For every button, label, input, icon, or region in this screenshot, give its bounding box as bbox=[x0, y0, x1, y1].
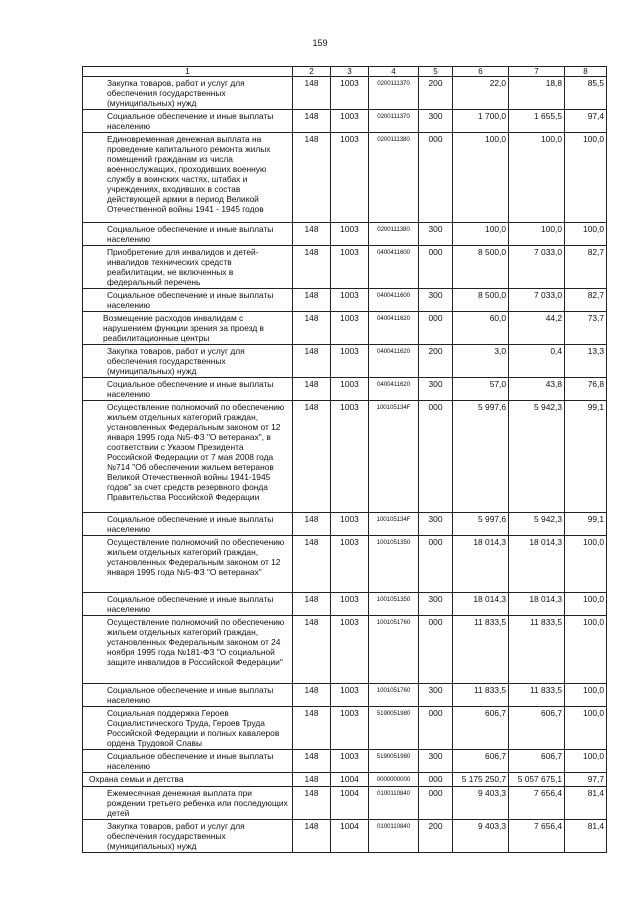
header-row bbox=[83, 67, 607, 77]
admin-code-cell: 148 bbox=[293, 133, 331, 223]
admin-code-cell: 148 bbox=[293, 593, 331, 616]
percent-cell: 13,3 bbox=[565, 345, 607, 378]
expense-type-cell: 000 bbox=[419, 133, 453, 223]
row-name-text: Социальное обеспечение и иные выплаты населению bbox=[107, 514, 274, 534]
expense-type-cell: 300 bbox=[419, 593, 453, 616]
plan-amount-cell: 18 014,3 bbox=[453, 536, 509, 593]
row-name-text: Социальное обеспечение и иные выплаты населению bbox=[107, 594, 274, 614]
section-code-cell: 1003 bbox=[331, 513, 369, 536]
percent-cell: 99,1 bbox=[565, 401, 607, 513]
table-row bbox=[83, 77, 607, 110]
section-code-cell: 1003 bbox=[331, 312, 369, 345]
admin-code-cell: 148 bbox=[293, 616, 331, 684]
plan-amount-cell: 100,0 bbox=[453, 223, 509, 246]
plan-amount-cell: 1 700,0 bbox=[453, 110, 509, 133]
section-code-cell: 1003 bbox=[331, 133, 369, 223]
admin-code-cell: 148 bbox=[293, 246, 331, 289]
expense-type-cell: 000 bbox=[419, 773, 453, 787]
row-name-cell bbox=[83, 246, 293, 289]
row-name-text: Охрана семьи и детства bbox=[89, 774, 184, 784]
admin-code-cell: 148 bbox=[293, 787, 331, 820]
section-code-cell: 1003 bbox=[331, 223, 369, 246]
percent-cell: 100,0 bbox=[565, 750, 607, 773]
section-code-cell: 1003 bbox=[331, 110, 369, 133]
row-name-cell bbox=[83, 345, 293, 378]
expense-type-cell: 300 bbox=[419, 513, 453, 536]
admin-code-cell: 148 bbox=[293, 289, 331, 312]
row-name-text: Возмещение расходов инвалидам с нарушением функции зрения за проезд в реабилитационные центры bbox=[103, 313, 264, 343]
actual-amount-cell: 7 656,4 bbox=[509, 820, 565, 853]
actual-amount-cell: 7 033,0 bbox=[509, 289, 565, 312]
expense-type-cell: 000 bbox=[419, 401, 453, 513]
plan-amount-cell: 9 403,3 bbox=[453, 787, 509, 820]
admin-code-cell: 148 bbox=[293, 707, 331, 750]
row-name-cell bbox=[83, 312, 293, 345]
section-code-cell: 1004 bbox=[331, 787, 369, 820]
expense-type-cell: 000 bbox=[419, 246, 453, 289]
actual-amount-cell: 606,7 bbox=[509, 707, 565, 750]
row-name-text: Социальная поддержка Героев Социалистического Труда, Героев Труда Российской Федерации и полных кавалеров ордена Трудовой Славы bbox=[107, 708, 280, 748]
percent-cell: 100,0 bbox=[565, 536, 607, 593]
section-code-cell: 1003 bbox=[331, 289, 369, 312]
row-name-cell bbox=[83, 750, 293, 773]
header-cell: 3 bbox=[331, 67, 369, 77]
section-code-cell: 1003 bbox=[331, 707, 369, 750]
table-body bbox=[83, 77, 607, 853]
expense-type-cell: 300 bbox=[419, 110, 453, 133]
section-code-cell: 1003 bbox=[331, 536, 369, 593]
row-name-cell bbox=[83, 77, 293, 110]
target-article-cell: 0400411620 bbox=[369, 345, 419, 378]
admin-code-cell: 148 bbox=[293, 750, 331, 773]
row-name-cell bbox=[83, 401, 293, 513]
admin-code-cell: 148 bbox=[293, 820, 331, 853]
table-row bbox=[83, 401, 607, 513]
admin-code-cell: 148 bbox=[293, 513, 331, 536]
expense-type-cell: 300 bbox=[419, 750, 453, 773]
admin-code-cell: 148 bbox=[293, 77, 331, 110]
percent-cell: 81,4 bbox=[565, 787, 607, 820]
header-cell: 2 bbox=[293, 67, 331, 77]
table-row bbox=[83, 707, 607, 750]
percent-cell: 81,4 bbox=[565, 820, 607, 853]
actual-amount-cell: 7 656,4 bbox=[509, 787, 565, 820]
expense-type-cell: 300 bbox=[419, 289, 453, 312]
admin-code-cell: 148 bbox=[293, 536, 331, 593]
percent-cell: 82,7 bbox=[565, 289, 607, 312]
row-name-text: Социальное обеспечение и иные выплаты населению bbox=[107, 751, 274, 771]
admin-code-cell: 148 bbox=[293, 110, 331, 133]
actual-amount-cell: 5 942,3 bbox=[509, 513, 565, 536]
table-row bbox=[83, 513, 607, 536]
row-name-cell bbox=[83, 616, 293, 684]
row-name-cell bbox=[83, 593, 293, 616]
table-row bbox=[83, 593, 607, 616]
percent-cell: 100,0 bbox=[565, 133, 607, 223]
section-code-cell: 1003 bbox=[331, 684, 369, 707]
section-code-cell: 1003 bbox=[331, 401, 369, 513]
percent-cell: 76,8 bbox=[565, 378, 607, 401]
plan-amount-cell: 60,0 bbox=[453, 312, 509, 345]
row-name-text: Социальное обеспечение и иные выплаты населению bbox=[107, 111, 274, 131]
target-article-cell: 1001051350 bbox=[369, 593, 419, 616]
table-row bbox=[83, 750, 607, 773]
actual-amount-cell: 5 057 675,1 bbox=[509, 773, 565, 787]
header-cell: 8 bbox=[565, 67, 607, 77]
section-code-cell: 1003 bbox=[331, 750, 369, 773]
row-name-cell bbox=[83, 820, 293, 853]
expense-type-cell: 300 bbox=[419, 684, 453, 707]
expense-type-cell: 200 bbox=[419, 77, 453, 110]
expense-type-cell: 000 bbox=[419, 536, 453, 593]
percent-cell: 85,5 bbox=[565, 77, 607, 110]
expense-type-cell: 300 bbox=[419, 223, 453, 246]
row-name-cell bbox=[83, 513, 293, 536]
admin-code-cell: 148 bbox=[293, 223, 331, 246]
plan-amount-cell: 5 997,6 bbox=[453, 513, 509, 536]
plan-amount-cell: 3,0 bbox=[453, 345, 509, 378]
expense-type-cell: 300 bbox=[419, 378, 453, 401]
row-name-cell bbox=[83, 707, 293, 750]
target-article-cell: 0100110840 bbox=[369, 820, 419, 853]
table-row bbox=[83, 536, 607, 593]
table-row bbox=[83, 110, 607, 133]
row-name-text: Социальное обеспечение и иные выплаты населению bbox=[107, 379, 274, 399]
actual-amount-cell: 44,2 bbox=[509, 312, 565, 345]
row-name-text: Осуществление полномочий по обеспечению жильем отдельных категорий граждан, установленных Федеральным законом от 12 января 1995 года №5-ФЗ "О ветеранах" bbox=[107, 537, 285, 577]
header-cell: 6 bbox=[453, 67, 509, 77]
plan-amount-cell: 8 500,0 bbox=[453, 289, 509, 312]
plan-amount-cell: 100,0 bbox=[453, 133, 509, 223]
section-code-cell: 1003 bbox=[331, 593, 369, 616]
actual-amount-cell: 11 833,5 bbox=[509, 684, 565, 707]
row-name-text: Ежемесячная денежная выплата при рождении третьего ребенка или последующих детей bbox=[107, 788, 288, 818]
header-cell: 1 bbox=[83, 67, 293, 77]
percent-cell: 97,4 bbox=[565, 110, 607, 133]
section-code-cell: 1003 bbox=[331, 246, 369, 289]
plan-amount-cell: 22,0 bbox=[453, 77, 509, 110]
admin-code-cell: 148 bbox=[293, 345, 331, 378]
target-article-cell: 100105134F bbox=[369, 513, 419, 536]
section-code-cell: 1004 bbox=[331, 773, 369, 787]
admin-code-cell: 148 bbox=[293, 684, 331, 707]
target-article-cell: 0200111380 bbox=[369, 223, 419, 246]
target-article-cell: 0000000000 bbox=[369, 773, 419, 787]
plan-amount-cell: 5 175 250,7 bbox=[453, 773, 509, 787]
table-row bbox=[83, 616, 607, 684]
page-number: 159 bbox=[312, 38, 328, 48]
row-name-text: Единовременная денежная выплата на проведение капитального ремонта жилых помещений гражданам из числа военнослужащих, проходивших военную службу в воинских частях, штабах и учреждениях, входивших в состав действующей армии в период Великой Отечественной войны 1941 - 1945 годов bbox=[107, 134, 271, 214]
table-row bbox=[83, 787, 607, 820]
target-article-cell: 0200111370 bbox=[369, 110, 419, 133]
budget-table bbox=[82, 66, 607, 853]
percent-cell: 73,7 bbox=[565, 312, 607, 345]
actual-amount-cell: 18 014,3 bbox=[509, 593, 565, 616]
table-row bbox=[83, 684, 607, 707]
row-name-cell bbox=[83, 536, 293, 593]
table-row bbox=[83, 133, 607, 223]
admin-code-cell: 148 bbox=[293, 773, 331, 787]
actual-amount-cell: 1 655,5 bbox=[509, 110, 565, 133]
section-code-cell: 1003 bbox=[331, 345, 369, 378]
plan-amount-cell: 57,0 bbox=[453, 378, 509, 401]
percent-cell: 100,0 bbox=[565, 593, 607, 616]
actual-amount-cell: 7 033,0 bbox=[509, 246, 565, 289]
row-name-cell bbox=[83, 378, 293, 401]
table-row bbox=[83, 289, 607, 312]
expense-type-cell: 200 bbox=[419, 820, 453, 853]
row-name-text: Социальное обеспечение и иные выплаты населению bbox=[107, 685, 274, 705]
table-row bbox=[83, 378, 607, 401]
percent-cell: 97,7 bbox=[565, 773, 607, 787]
target-article-cell: 0400411620 bbox=[369, 312, 419, 345]
table-row bbox=[83, 312, 607, 345]
percent-cell: 99,1 bbox=[565, 513, 607, 536]
target-article-cell: 0200111370 bbox=[369, 77, 419, 110]
row-name-cell bbox=[83, 684, 293, 707]
header-cell: 7 bbox=[509, 67, 565, 77]
row-name-cell bbox=[83, 110, 293, 133]
row-name-text: Закупка товаров, работ и услуг для обеспечения государственных (муниципальных) нужд bbox=[107, 78, 245, 108]
percent-cell: 100,0 bbox=[565, 684, 607, 707]
expense-type-cell: 000 bbox=[419, 707, 453, 750]
target-article-cell: 0400411620 bbox=[369, 378, 419, 401]
section-code-cell: 1003 bbox=[331, 77, 369, 110]
table-row bbox=[83, 345, 607, 378]
expense-type-cell: 000 bbox=[419, 616, 453, 684]
target-article-cell: 1001051760 bbox=[369, 684, 419, 707]
percent-cell: 100,0 bbox=[565, 707, 607, 750]
target-article-cell: 5190051980 bbox=[369, 750, 419, 773]
admin-code-cell: 148 bbox=[293, 378, 331, 401]
table-row bbox=[83, 246, 607, 289]
actual-amount-cell: 606,7 bbox=[509, 750, 565, 773]
expense-type-cell: 200 bbox=[419, 345, 453, 378]
plan-amount-cell: 11 833,5 bbox=[453, 616, 509, 684]
percent-cell: 100,0 bbox=[565, 616, 607, 684]
actual-amount-cell: 100,0 bbox=[509, 133, 565, 223]
percent-cell: 82,7 bbox=[565, 246, 607, 289]
target-article-cell: 5190051980 bbox=[369, 707, 419, 750]
actual-amount-cell: 0,4 bbox=[509, 345, 565, 378]
row-name-text: Осуществление полномочий по обеспечению жильем отдельных категорий граждан, установленных Федеральным законом от 12 января 1995 года №5-ФЗ "О ветеранах", в соответствии с Указом Президента Российской Федерации от 7 мая 2008 года №714 "Об обеспечении жильем ветеранов Великой Отечественной войны 1941-1945 годов" за счет средств резервного фонда Правительства Российской Федерации bbox=[107, 402, 285, 502]
actual-amount-cell: 18 014,3 bbox=[509, 536, 565, 593]
target-article-cell: 0400411600 bbox=[369, 289, 419, 312]
plan-amount-cell: 606,7 bbox=[453, 750, 509, 773]
header-cell: 4 bbox=[369, 67, 419, 77]
table-row bbox=[83, 223, 607, 246]
actual-amount-cell: 43,8 bbox=[509, 378, 565, 401]
section-code-cell: 1003 bbox=[331, 378, 369, 401]
row-name-cell bbox=[83, 773, 293, 787]
plan-amount-cell: 5 997,6 bbox=[453, 401, 509, 513]
actual-amount-cell: 5 942,3 bbox=[509, 401, 565, 513]
actual-amount-cell: 100,0 bbox=[509, 223, 565, 246]
row-name-cell bbox=[83, 289, 293, 312]
plan-amount-cell: 8 500,0 bbox=[453, 246, 509, 289]
row-name-cell bbox=[83, 133, 293, 223]
row-name-text: Социальное обеспечение и иные выплаты населению bbox=[107, 224, 274, 244]
row-name-text: Закупка товаров, работ и услуг для обеспечения государственных (муниципальных) нужд bbox=[107, 346, 245, 376]
target-article-cell: 0200111380 bbox=[369, 133, 419, 223]
percent-cell: 100,0 bbox=[565, 223, 607, 246]
row-name-text: Социальное обеспечение и иные выплаты населению bbox=[107, 290, 274, 310]
expense-type-cell: 000 bbox=[419, 312, 453, 345]
section-code-cell: 1003 bbox=[331, 616, 369, 684]
plan-amount-cell: 606,7 bbox=[453, 707, 509, 750]
table-row bbox=[83, 773, 607, 787]
actual-amount-cell: 18,8 bbox=[509, 77, 565, 110]
table-row bbox=[83, 820, 607, 853]
row-name-cell bbox=[83, 787, 293, 820]
plan-amount-cell: 9 403,3 bbox=[453, 820, 509, 853]
plan-amount-cell: 11 833,5 bbox=[453, 684, 509, 707]
target-article-cell: 100105134F bbox=[369, 401, 419, 513]
target-article-cell: 1001051760 bbox=[369, 616, 419, 684]
row-name-text: Приобретение для инвалидов и детей-инвалидов технических средств реабилитации, не включенных в федеральный перечень bbox=[107, 247, 259, 287]
row-name-cell bbox=[83, 223, 293, 246]
expense-type-cell: 000 bbox=[419, 787, 453, 820]
header-cell: 5 bbox=[419, 67, 453, 77]
actual-amount-cell: 11 833,5 bbox=[509, 616, 565, 684]
admin-code-cell: 148 bbox=[293, 401, 331, 513]
admin-code-cell: 148 bbox=[293, 312, 331, 345]
section-code-cell: 1004 bbox=[331, 820, 369, 853]
target-article-cell: 0400411600 bbox=[369, 246, 419, 289]
row-name-text: Осуществление полномочий по обеспечению жильем отдельных категорий граждан, установленных Федеральным законом от 24 ноября 1995 года №181-ФЗ "О социальной защите инвалидов в Российской Федерации" bbox=[107, 617, 285, 667]
target-article-cell: 0100110840 bbox=[369, 787, 419, 820]
plan-amount-cell: 18 014,3 bbox=[453, 593, 509, 616]
target-article-cell: 1001051350 bbox=[369, 536, 419, 593]
row-name-text: Закупка товаров, работ и услуг для обеспечения государственных (муниципальных) нужд bbox=[107, 821, 245, 851]
